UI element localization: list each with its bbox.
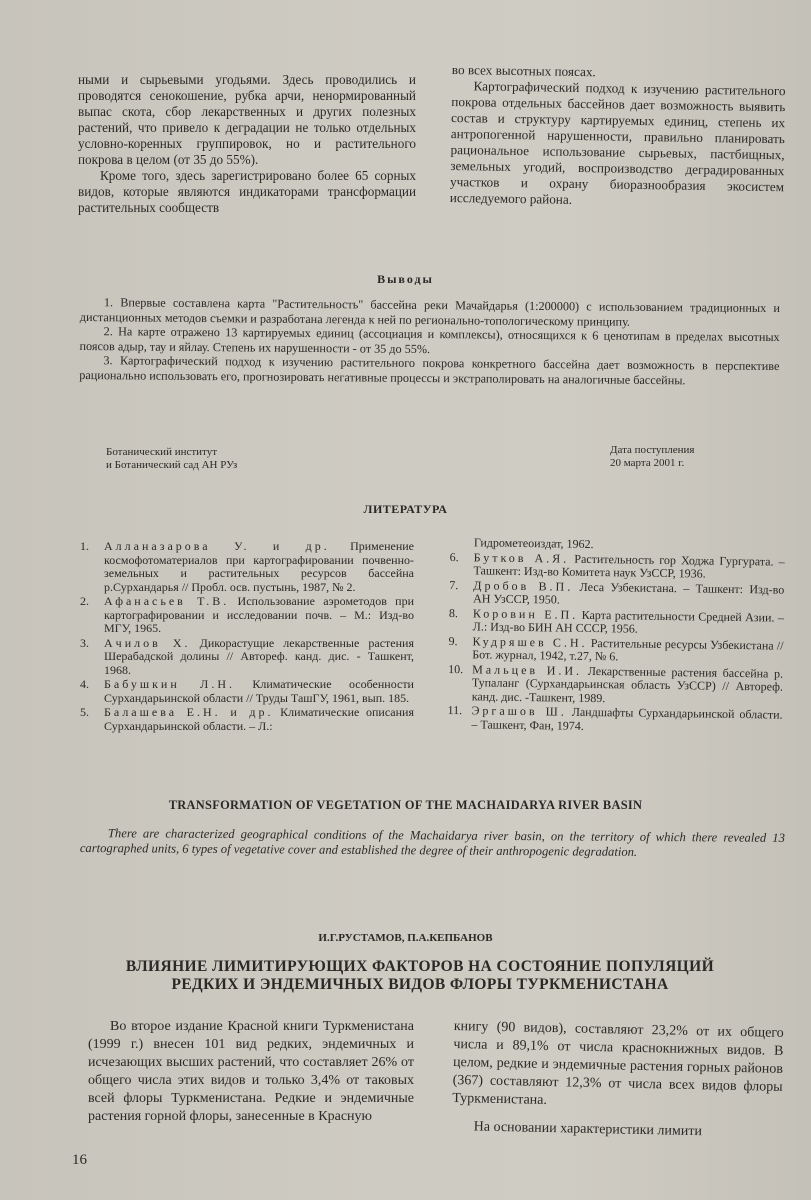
reference-text: Растительные ресурсы Узбекистана // Бот. журнал, 1942, т.27, № 6. [472,635,784,664]
conclusions-heading: Выводы [377,272,434,286]
reference-number: 1. [80,539,89,553]
reference-author: Афанасьев Т.В. [104,594,230,608]
conclusion-item: 1. Впервые составлена карта "Растительность" бассейна реки Мачайдарья (1:200000) с использованием традиционных и дистанционных методов съемки и разработана легенда к ней по регионально-топологическому принципу. [79,295,780,329]
conclusions-list [79,295,780,388]
reference-item [448,662,784,707]
affiliation-line: и Ботанический сад АН РУз [106,459,238,471]
reference-author: Коровин Е.П. [472,605,579,622]
paragraph: Кроме того, здесь зарегистрировано более 65 сорных видов, которые являются индикаторами трансформации растительных сообществ [78,168,416,215]
paragraph: во всех высотных поясах. [451,62,596,80]
reference-number: 6. [449,549,459,564]
reference-text: Ландшафты Сурхандарьинской области. – Ташкент, Фан, 1974. [471,704,783,733]
paragraph: ными и сырьевыми угодьями. Здесь проводились и проводятся сенокошение, рубка арчи, ненормированный выпас скота, сбор лекарственных и других полезных растений, что привело к деградации не только отдельных условно-коренных группировок, но и растительного покрова в целом (от 35 до 55%). [78,72,416,167]
reference-item [447,704,782,736]
reference-number: 8. [448,605,459,620]
paragraph: Во второе издание Красной книги Туркменистана (1999 г.) внесен 101 вид редких, эндемичных и исчезающих высших растений, что составляет 26% от общего числа этих видов и только 3,4% от таковых всей флоры Туркменистана. Редкие и эндемичные растения горной флоры, занесенные в Красную [88,1019,414,1124]
reference-continuation: Гидрометеоиздат, 1962. [473,535,594,552]
article-right-column [452,1018,784,1143]
literature-heading: ЛИТЕРАТУРА [363,502,448,516]
article-left-column [88,1018,414,1126]
reference-item [80,540,414,594]
page-number: 16 [72,1152,87,1168]
paragraph: На основании характеристики лимити [473,1119,703,1140]
reference-number: 2. [80,594,89,608]
reference-number: 4. [80,677,89,691]
english-title: TRANSFORMATION OF VEGETATION OF THE MACHAIDARYA RIVER BASIN [168,798,643,812]
reference-author: Балашева Е.Н. и др. [104,705,274,719]
reference-number: 5. [80,705,89,719]
reference-number: 10. [448,661,464,676]
reference-text: Растительность гор Ходжа Гургурата. – Ташкент: Изд-во Комитета наук УзССР, 1936. [473,551,785,581]
article-title-line: РЕДКИХ И ЭНДЕМИЧНЫХ ВИДОВ ФЛОРЫ ТУРКМЕНИСТАНА [171,976,669,993]
paragraph: книгу (90 видов), составляют 23,2% от их общего числа и 89,1% от числа краснокнижных видов. В целом, редкие и эндемичные растения горных районов (367) составляют 12,3% от числа всех видов флоры Туркменистана. [452,1018,784,1108]
article-authors: И.Г.РУСТАМОВ, П.А.КЕПБАНОВ [318,932,493,944]
reference-number: 3. [80,635,89,650]
reference-text: Использование аэрометодов при картографировании и исследовании почв. – М.: Изд-во МГУ, 1965. [104,594,414,635]
references-left-column [80,540,414,734]
affiliation-line: Ботанический институт [106,446,218,458]
reference-author: Дробов В.П. [473,577,574,594]
reference-author: Кудряшев С.Н. [472,633,588,650]
abstract-text: There are characterized geographical conditions of the Machaidarya river basin, on the territory of which there revealed 13 cartographed units, 6 types of vegetative cover and established the degree of their anthropogenic degradation. [79,826,785,859]
article-title-line: ВЛИЯНИЕ ЛИМИТИРУЮЩИХ ФАКТОРОВ НА СОСТОЯНИЕ ПОПУЛЯЦИЙ [125,958,715,975]
affiliation [106,446,237,472]
reference-text: Климатические особенности Сурхандарьинской области // Труды ТашГУ, 1961, вып. 185. [104,677,414,705]
reference-text: Климатические описания Сурхандарьинской области. – Л.: [104,705,414,733]
reference-author: Бутков А.Я. [473,549,570,566]
received-date-block [610,444,694,470]
reference-number: 11. [447,702,463,718]
reference-item [80,706,414,733]
reference-author: Алланазарова У. и др. [104,539,330,553]
top-right-column [450,62,786,211]
received-date: 20 марта 2001 г. [610,457,685,469]
reference-item [80,678,414,705]
reference-author: Бабушкин Л.Н. [104,677,235,691]
reference-author: Ачилов Х. [104,635,191,650]
paragraph: Картографический подход к изучению растительного покрова отдельных бассейнов дает возможность выявить состав и структуру картируемых единиц, степень их антропогенной нарушенности, правильно планировать рациональное использование сырьевых, пастбищных, земельных угодий, воспроизводство деградированных участков и охрану биоразнообразия экосистем исследуемого района. [449,78,786,207]
reference-item [80,595,414,636]
reference-text: Применение космофотоматериалов при картографировании почвенно-земельных и растительных ресурсов бассейна р.Сурхандарья // Пробл. осв. пустынь, 1987, № 2. [104,539,414,594]
top-left-column [78,72,416,216]
reference-item [80,637,414,678]
reference-text: Леса Узбекистана. – Ташкент: Изд-во АН УзССР, 1950. [473,579,785,607]
reference-author: Эргашов Ш. [471,703,567,719]
reference-text: Лекарственные растения бассейна р. Тупаланг (Сурхандарьинская область УзССР) // Автореф. канд. дис. -Ташкент, 1989. [471,663,784,705]
reference-text: Дикорастущие лекарственные растения Шерабадской долины // Автореф. канд. дис. - Ташкент, 1968. [104,635,414,677]
references-right-column [447,536,785,737]
reference-text: Карта растительности Средней Азии. – Л.: Изд-во БИН АН СССР, 1956. [472,607,784,636]
reference-number: 7. [449,577,459,592]
reference-author: Мальцев И.И. [472,661,583,678]
reference-number: 9. [448,633,458,648]
article-title [70,958,770,994]
conclusion-item: 3. Картографический подход к изучению растительного покрова конкретного бассейна дает возможность в перспективе рационально использовать его, прогнозировать негативные процессы и экстраполировать на аналогичные бассейны. [79,353,780,387]
conclusion-item: 2. На карте отражено 13 картируемых единиц (ассоциация и комплексы), относящихся к 6 ценотипам в пределах высотных поясов адыр, тау и яйлау. Степень их нарушенности - от 35 до 55%. [79,324,780,356]
english-abstract [80,826,785,861]
received-label: Дата поступления [610,444,695,456]
